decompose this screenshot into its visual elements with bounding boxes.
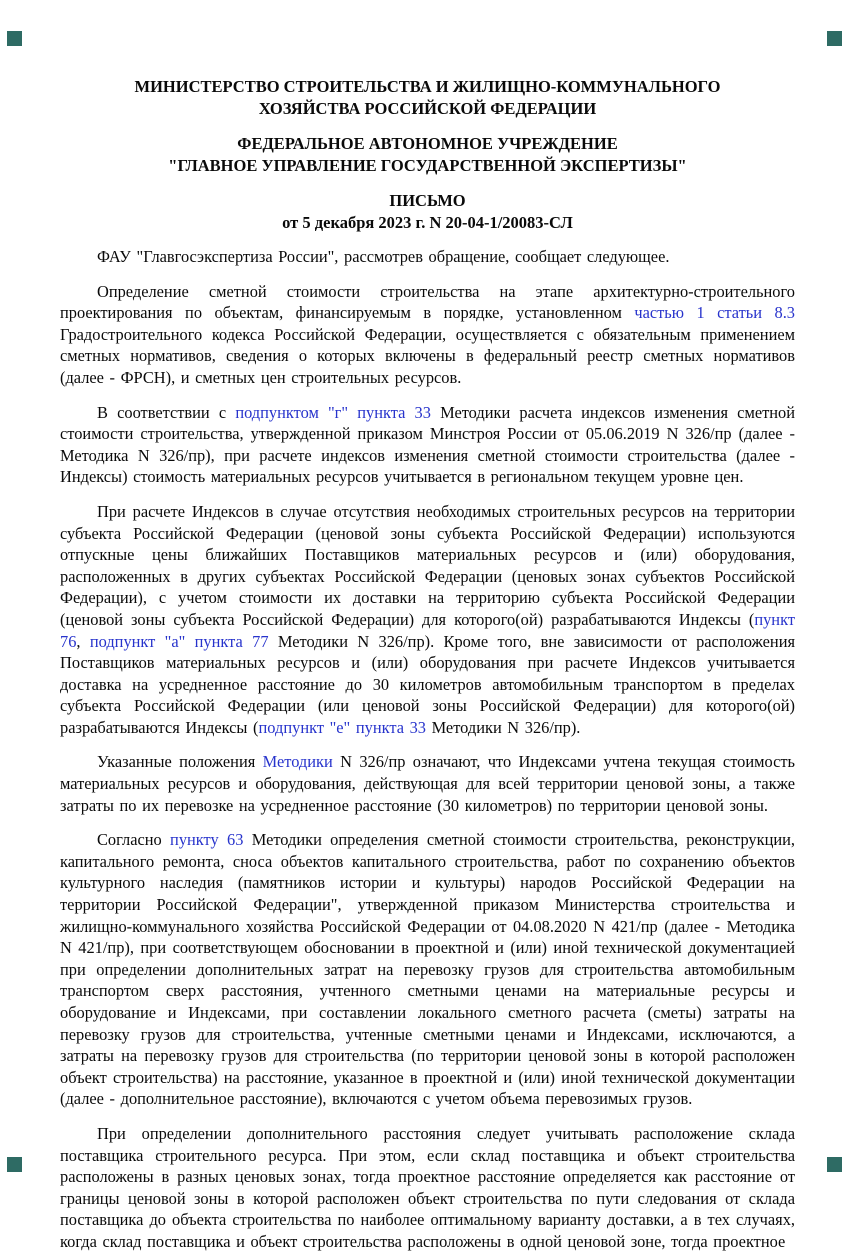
legal-reference-link[interactable]: подпункт "а" пункта 77 — [89, 631, 269, 651]
legal-reference-link[interactable]: частью 1 статьи 8.3 — [634, 303, 795, 323]
paragraph-text: Методики N 326/пр). — [425, 717, 581, 737]
paragraph — [60, 501, 795, 739]
legal-reference-link[interactable]: подпунктом "г" пункта 33 — [235, 402, 431, 422]
paragraph — [60, 281, 795, 389]
paragraph — [60, 1123, 795, 1253]
legal-reference-link[interactable]: подпункт "е" пункта 33 — [258, 717, 426, 737]
legal-reference-link[interactable]: пункт 76 — [60, 609, 795, 651]
legal-reference-link[interactable]: Методики — [262, 752, 333, 772]
paragraph-text: Методики определения сметной стоимости строительства, реконструкции, капитального ремонта, сноса объектов капитального строительства, работ по сохранению объектов культурного наследия (памятников истории и культуры) народов Российской Федерации на территории Российской Федерации", утвержденной приказом Министерства строительства и жилищно-коммунального хозяйства Российской Федерации от 04.08.2020 N 421/пр (далее - Методика N 421/пр), при соответствующем обосновании в проектной и (или) иной технической документацией при определении дополнительных затрат на перевозку грузов для строительства автомобильным транспортом сверх расстояния, учтенного сметными ценами на материальные ресурсы и оборудование и Индексами, при составлении локального сметного расчета (сметы) затраты на перевозку грузов для строительства, учтенные сметными ценами и Индексами, исключаются, а затраты на перевозку грузов для строительства (по территории ценовой зоны в которой расположен объект строительства) на расстояние, указанное в проектной и (или) иной технической документации (далее - дополнительное расстояние), включаются с учетом объема перевозимых грузов. — [60, 830, 795, 1109]
paragraph — [60, 751, 795, 816]
paragraph-text: При расчете Индексов в случае отсутствия необходимых строительных ресурсов на территории субъекта Российской Федерации (ценовой зоны субъекта Российской Федерации) используются отпускные цены ближайших Поставщиков материальных ресурсов и (или) оборудования, расположенных в других субъектах Российской Федерации (ценовых зонах субъектов Российской Федерации), с учетом стоимости их доставки на территорию субъекта Российской Федерации (ценовой зоны субъекта Российской Федерации) для которого(ой) разрабатываются Индексы ( — [60, 501, 795, 629]
letter-body — [60, 246, 795, 1253]
paragraph-text: , — [76, 631, 90, 651]
legal-reference-link[interactable]: пункту 63 — [170, 830, 244, 850]
agency-name-line1: ФЕДЕРАЛЬНОЕ АВТОНОМНОЕ УЧРЕЖДЕНИЕ — [237, 134, 618, 153]
paragraph-text: При определении дополнительного расстояния следует учитывать расположение склада поставщика строительного ресурса. При этом, если склад поставщика и объект строительства расположены в разных ценовых зонах, тогда проектное расстояние определяется как расстояние от границы ценовой зоны в которой расположен объект строительства по пути следования от склада поставщика до объекта строительства по наиболее оптимальному варианту доставки, а в тех случаях, когда склад поставщика и объект строительства расположены в одной ценовой зоне, тогда проектное — [60, 1123, 795, 1251]
paragraph-text: ФАУ "Главгосэкспертиза России", рассмотрев обращение, сообщает следующее. — [97, 247, 670, 266]
paragraph-text: В соответствии с — [97, 402, 236, 422]
document-type: ПИСЬМО — [389, 191, 466, 210]
paragraph — [60, 402, 795, 488]
ministry-name-line1: МИНИСТЕРСТВО СТРОИТЕЛЬСТВА И ЖИЛИЩНО-КОММУНАЛЬНОГО — [134, 77, 721, 96]
ministry-name-line2: ХОЗЯЙСТВА РОССИЙСКОЙ ФЕДЕРАЦИИ — [258, 98, 597, 118]
document-title — [60, 190, 795, 233]
paragraph-text: Определение сметной стоимости строительства на этапе архитектурно-строительного проектирования по объектам, финансируемым в порядке, установленном — [60, 281, 795, 323]
document-date-number: от 5 декабря 2023 г. N 20-04-1/20083-СЛ — [282, 212, 573, 232]
agency-name — [60, 133, 795, 176]
paragraph-text: Указанные положения — [97, 752, 263, 772]
agency-name-line2: "ГЛАВНОЕ УПРАВЛЕНИЕ ГОСУДАРСТВЕННОЙ ЭКСПЕРТИЗЫ" — [168, 155, 687, 175]
paragraph — [60, 829, 795, 1110]
paragraph-text: Градостроительного кодекса Российской Федерации, осуществляется с обязательным применением сметных нормативов, сведения о которых включены в федеральный реестр сметных нормативов (далее - ФРСН), и сметных цен строительных ресурсов. — [60, 324, 795, 387]
ministry-name — [60, 76, 795, 119]
paragraph — [60, 246, 795, 268]
paragraph-text: N 326/пр означают, что Индексами учтена текущая стоимость материальных ресурсов и оборудования, действующая для всей территории ценовой зоны, а также затраты по их перевозке на усредненное расстояние (30 километров) по территории ценовой зоны. — [60, 752, 795, 815]
paragraph-text: Согласно — [97, 830, 171, 850]
paragraph-text: Методики расчета индексов изменения сметной стоимости строительства, утвержденной приказом Минстроя России от 05.06.2019 N 326/пр (далее - Методика N 326/пр), при расчете индексов изменения сметной стоимости строительства (далее - Индексы) стоимость материальных ресурсов учитывается в региональном текущем уровне цен. — [60, 402, 795, 487]
paragraph-text: Методики N 326/пр). Кроме того, вне зависимости от расположения Поставщиков материальных ресурсов и (или) оборудования при расчете Индексов учитывается доставка на усредненное расстояние до 30 километров автомобильным транспортом в пределах субъекта Российской Федерации (или ценовой зоны Российской Федерации) для которого(ой) разрабатываются Индексы ( — [60, 631, 796, 737]
